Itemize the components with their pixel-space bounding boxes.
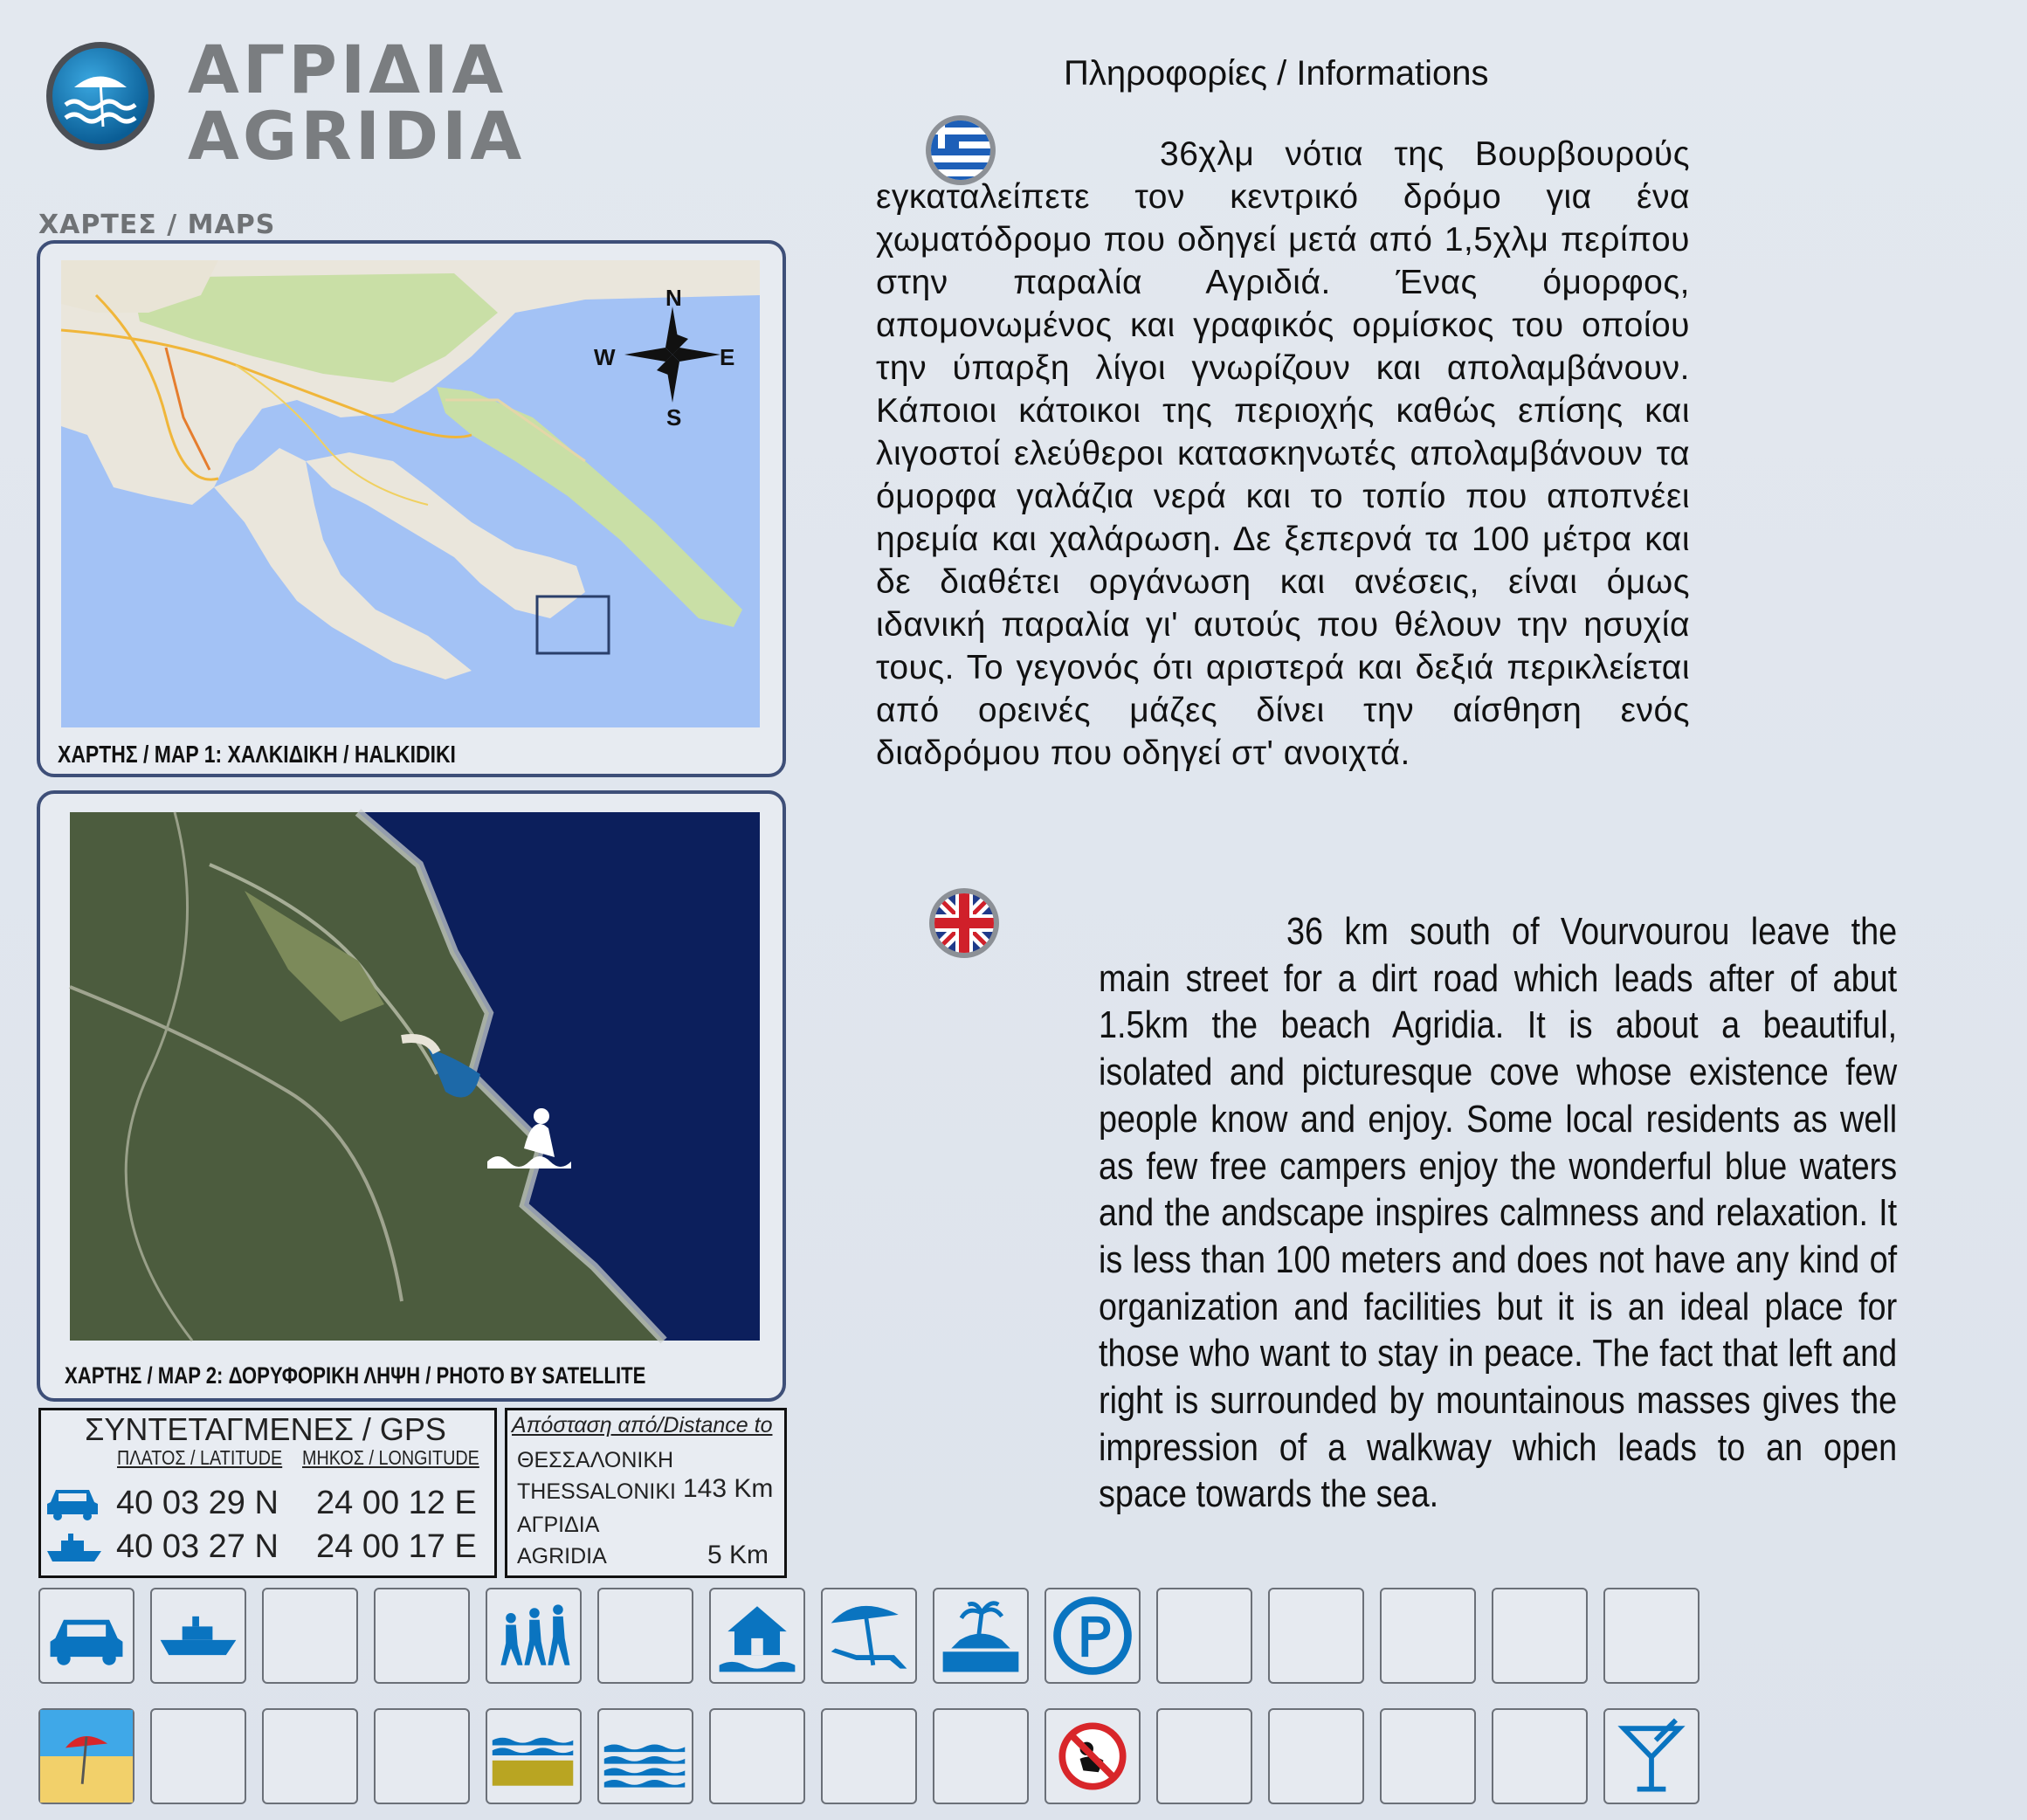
english-description [880, 908, 1898, 1518]
map1-caption: ΧΑΡΤΗΣ / MAP 1: ΧΑΛΚΙΔΙΚΗ / HALKIDIKI [58, 741, 456, 768]
info-heading: Πληροφορίες / Informations [1064, 54, 1489, 93]
boat-icon [45, 1530, 103, 1563]
empty-tile [709, 1708, 805, 1804]
compass-w-label: W [594, 344, 616, 370]
distance-2-name-en: AGRIDIA [517, 1544, 607, 1568]
compass-e-label: E [720, 344, 735, 370]
empty-tile [262, 1588, 358, 1684]
hiking-icon [486, 1588, 582, 1684]
halkidiki-road-map [61, 260, 760, 727]
distance-1-name-gr: ΘΕΣΣΑΛΟΝΙΚΗ [517, 1448, 674, 1472]
title-latin: AGRIDIA [188, 97, 526, 175]
distance-2-value: 5 Km [707, 1541, 769, 1569]
empty-tile [262, 1708, 358, 1804]
umbrella-lounger-icon [821, 1588, 917, 1684]
longitude-header: ΜΗΚΟΣ / LONGITUDE [302, 1446, 479, 1469]
deep-water-icon [597, 1708, 693, 1804]
empty-tile [1492, 1588, 1588, 1684]
sandy-beach-icon [38, 1708, 134, 1804]
empty-tile [150, 1708, 246, 1804]
distance-2-name-gr: ΑΓΡΙΔΙΑ [517, 1513, 600, 1537]
empty-tile [1268, 1588, 1364, 1684]
map2-caption: ΧΑΡΤΗΣ / MAP 2: ΔΟΡΥΦΟΡΙΚΗ ΛΗΨΗ / PHOTO BY SATELLITE [65, 1362, 646, 1389]
distance-title: Απόσταση από/Distance to [512, 1413, 773, 1437]
greek-description: 36χλμ νότια της Βουρβουρούς εγκαταλείπετε τον κεντρικό δρόμο για ένα χωματόδρομο που οδηγεί μετά από 1,5χλμ περίπου στην παραλία Αγριδιά. Ένας όμορφος, απομονωμένος και γραφικός ορμίσκος του οποίου την ύπαρξη λίγοι γνωρίζουν και απολαμβάνουν. Κάποιοι κάτοικοι της περιοχής καθώς επίσης και λιγοστοί ελεύθεροι κατασκηνωτές απολαμβάνουν τα όμορφα γαλάζια νερά και το τοπίο που αποπνέει ηρεμία και χαλάρωση. Δε ξεπερνά τα 100 μέτρα και δε διαθέτει οργάνωση και ανέσεις, είναι όμως ιδανική παραλία γι' αυτούς που θέλουν την ησυχία τους. Το γεγονός ότι αριστερά και δεξιά περικλείεται από ορεινές μάζες δίνει την αίσθηση ενός διαδρόμου που οδηγεί στ' ανοιχτά. [876, 135, 1690, 772]
beach-logo-icon [44, 39, 157, 153]
shallow-water-icon [486, 1708, 582, 1804]
parking-icon [1045, 1588, 1141, 1684]
no-nudism-icon [1045, 1708, 1141, 1804]
empty-tile [933, 1708, 1029, 1804]
boat-longitude: 24 00 17 E [316, 1528, 477, 1565]
empty-tile [821, 1708, 917, 1804]
house-icon [709, 1588, 805, 1684]
car-icon [45, 1485, 100, 1521]
satellite-photo [70, 812, 760, 1341]
car-access-icon [38, 1588, 134, 1684]
gps-title: ΣΥΝΤΕΤΑΓΜΕΝΕΣ / GPS [85, 1411, 446, 1447]
english-description-text: 36 km south of Vourvourou leave the main street for a dirt road which leads after of abut 1.5km the beach Agridia. It is about a beautiful, isolated and picturesque cove whose existence few people know and enjoy. Some local residents as well as few free campers enjoy the wonderful blue waters and the andscape inspires calmness and relaxation. It is less than 100 meters and does not have any kind of organization and facilities but it is an ideal place for those who want to stay in peace. The fact that left and right is surrounded by mountainous masses gives the impression of a walkway which leads to an open space towards the sea. [1099, 910, 1898, 1516]
boat-latitude: 40 03 27 N [116, 1528, 279, 1565]
distance-1-name-en: THESSALONIKI [517, 1479, 676, 1504]
empty-tile [1268, 1708, 1364, 1804]
compass-s-label: S [666, 404, 682, 431]
car-longitude: 24 00 12 E [316, 1485, 477, 1521]
compass-n-label: N [665, 285, 682, 311]
empty-tile [1492, 1708, 1588, 1804]
latitude-header: ΠΛΑΤΟΣ / LATITUDE [117, 1446, 283, 1469]
empty-tile [597, 1588, 693, 1684]
empty-tile [374, 1708, 470, 1804]
empty-tile [1156, 1708, 1252, 1804]
empty-tile [1603, 1588, 1700, 1684]
empty-tile [1380, 1588, 1476, 1684]
car-latitude: 40 03 29 N [116, 1485, 279, 1521]
empty-tile [1156, 1588, 1252, 1684]
empty-tile [1380, 1708, 1476, 1804]
maps-section-label: ΧΑΡΤΕΣ / MAPS [38, 210, 276, 240]
distance-1-value: 143 Km [683, 1474, 774, 1503]
cocktail-bar-icon [1603, 1708, 1700, 1804]
title-greek: ΑΓΡΙΔΙΑ [188, 31, 507, 108]
empty-tile [374, 1588, 470, 1684]
island-icon [933, 1588, 1029, 1684]
boat-access-icon [150, 1588, 246, 1684]
